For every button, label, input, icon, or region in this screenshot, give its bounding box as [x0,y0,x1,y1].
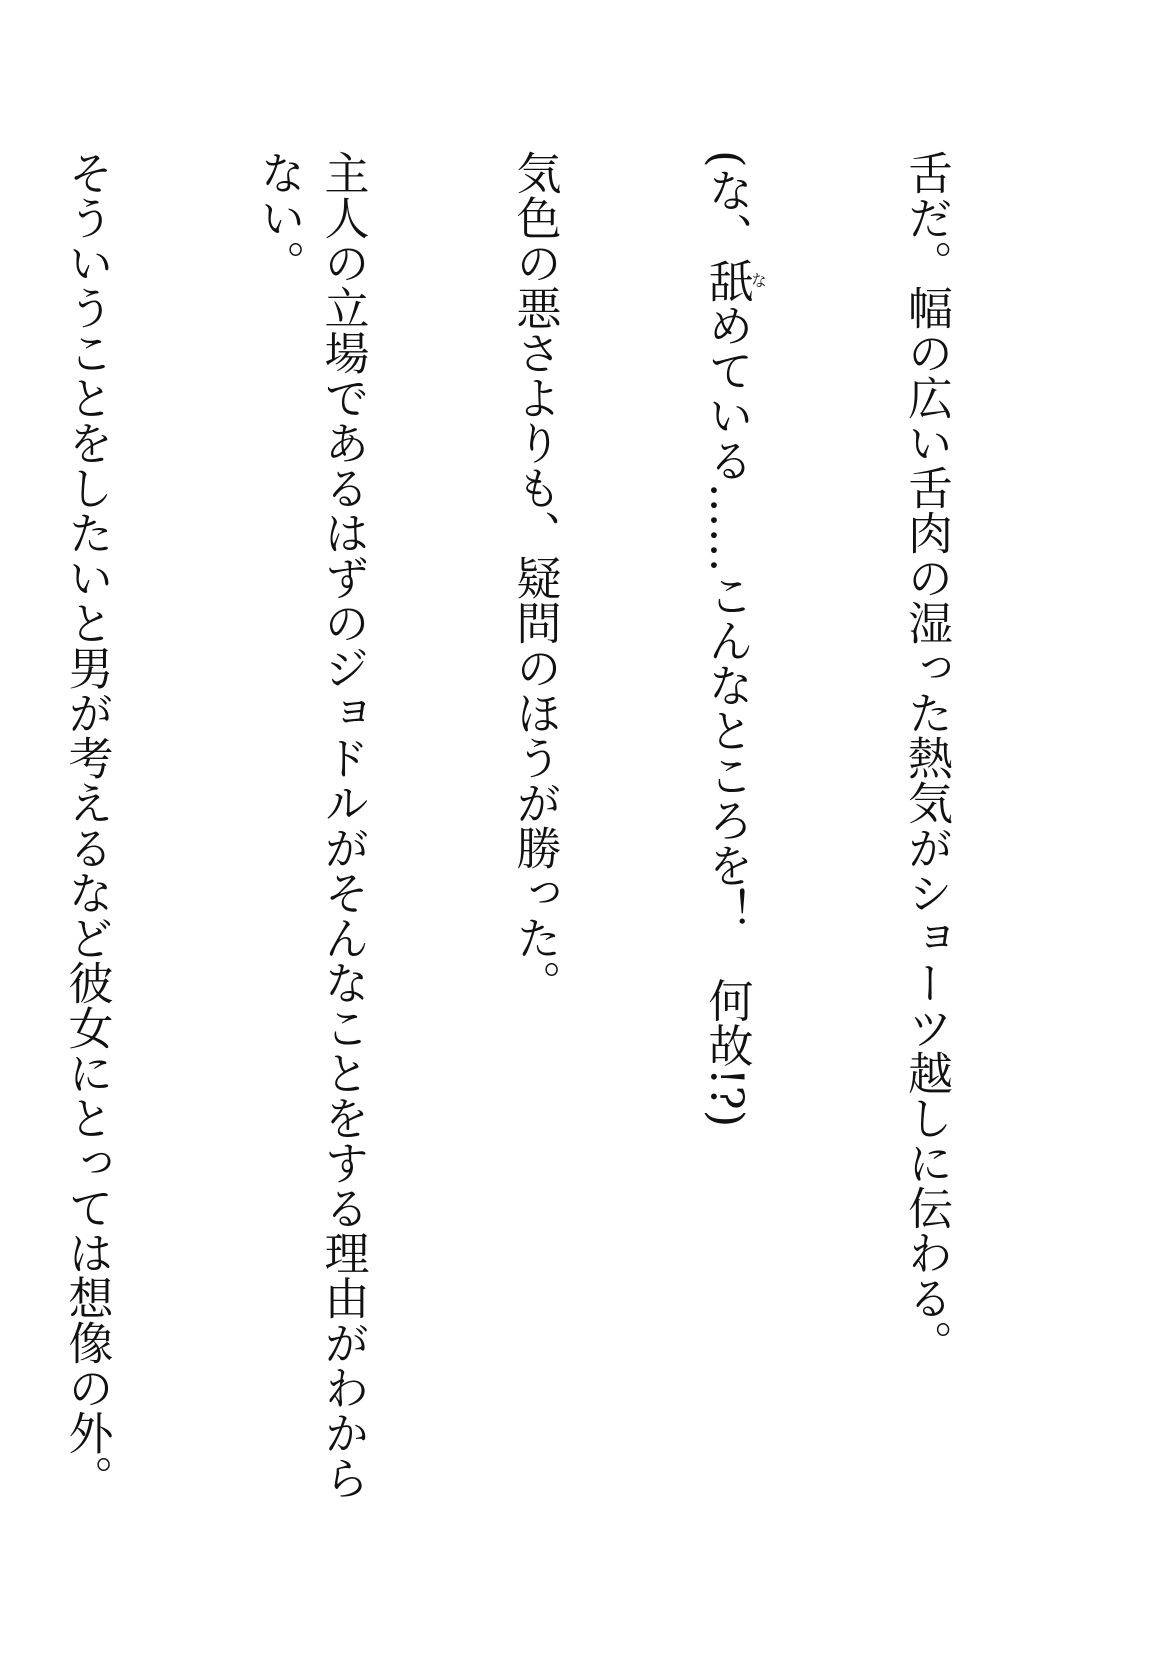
text-line-5: そういうことをしたいと男が考えるなど彼女にとっては想像の外。 [60,150,114,1500]
vertical-text-body [0,150,1086,1530]
text-line-4: 主人の立場であるはずのジョドルがそんなことをする理由がわからない。 [252,150,370,1500]
ruby-na: 舐な [700,257,768,303]
text-line-3: 気色の悪さよりも、疑問のほうが勝った。 [508,150,562,1005]
text-line-1: 舌だ。幅の広い舌肉の湿った熱気がショーツ越しに伝わる。 [900,150,953,1365]
ruby-na-reading: な [748,257,768,303]
text-line-2: (な、舐なめている……こんなところを！ 何故!?) [700,150,768,1128]
